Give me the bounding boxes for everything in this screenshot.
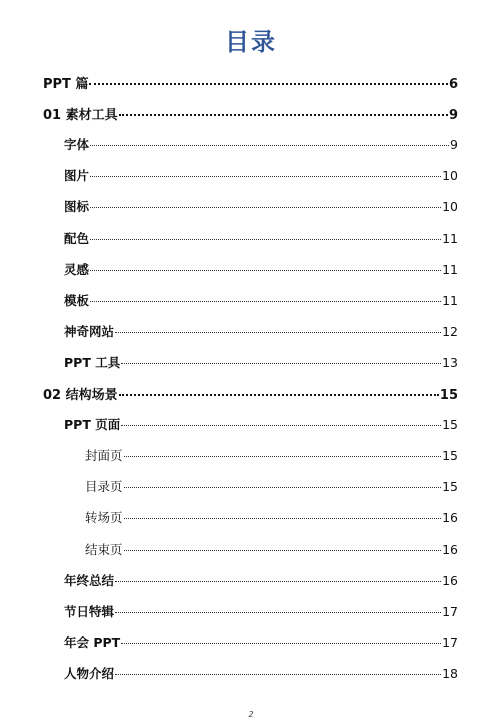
toc-entry-label: 模板 (64, 292, 90, 308)
toc-entry-page: 11 (442, 261, 458, 277)
toc-entry-label: 02 结构场景 (43, 388, 118, 403)
toc-dot-leader (90, 270, 441, 271)
toc-title: 目录 (225, 28, 277, 56)
toc-dot-leader (115, 612, 441, 613)
toc-entry-label: 年终总结 (64, 572, 115, 588)
toc-dot-leader (90, 145, 449, 146)
toc-dot-leader (121, 425, 441, 426)
toc-dot-leader (124, 550, 442, 551)
toc-entry[interactable] (64, 633, 458, 651)
toc-entry-page: 17 (442, 634, 458, 650)
toc-entry-page: 13 (442, 354, 458, 370)
toc-dot-leader (119, 394, 439, 396)
toc-dot-leader (89, 83, 448, 85)
toc-entry-page: 16 (442, 510, 458, 526)
toc-entry[interactable] (64, 602, 458, 620)
toc-dot-leader (124, 518, 442, 519)
toc-entry-label: 目录页 (85, 479, 123, 495)
toc-entry[interactable] (43, 104, 458, 123)
toc-entry-page: 15 (442, 448, 458, 464)
toc-entry-page: 15 (442, 479, 458, 495)
toc-entry-label: PPT 篇 (43, 77, 89, 92)
toc-entry[interactable] (64, 664, 458, 682)
toc-entry[interactable] (64, 571, 458, 589)
toc-entry-page: 6 (448, 77, 458, 92)
toc-entry-label: 图片 (64, 168, 90, 184)
toc-entry-page: 10 (442, 168, 458, 184)
toc-entry-label: 结束页 (85, 541, 123, 557)
toc-entry-page: 15 (442, 417, 458, 433)
toc-dot-leader (124, 487, 442, 488)
toc-entry[interactable] (85, 446, 458, 464)
toc-entry-page: 16 (442, 572, 458, 588)
toc-entry-page: 18 (442, 665, 458, 681)
toc-dot-leader (115, 581, 441, 582)
toc-entry[interactable] (43, 384, 458, 403)
toc-entry-label: 神奇网站 (64, 323, 115, 339)
toc-entry-label: 01 素材工具 (43, 108, 118, 124)
toc-dot-leader (121, 363, 441, 364)
toc-entry-page: 10 (442, 199, 458, 215)
toc-entry-label: 人物介绍 (64, 665, 115, 681)
toc-dot-leader (90, 301, 441, 302)
toc-entry-label: PPT 页面 (64, 417, 121, 433)
toc-entry-page: 16 (442, 541, 458, 557)
toc-dot-leader (90, 239, 441, 240)
toc-entry-page: 11 (442, 230, 458, 246)
toc-entry-label: PPT 工具 (64, 354, 121, 370)
toc-entry[interactable] (64, 260, 458, 278)
toc-entry-label: 转场页 (85, 510, 123, 526)
toc-entry[interactable] (64, 166, 458, 184)
toc-entry[interactable] (64, 291, 458, 309)
toc-entry-label: 节日特辑 (64, 603, 115, 619)
toc-dot-leader (119, 114, 448, 116)
toc-entry[interactable] (43, 73, 458, 92)
toc-dot-leader (115, 332, 441, 333)
toc-entry[interactable] (64, 415, 458, 433)
toc-entry[interactable] (64, 197, 458, 215)
toc-dot-leader (121, 643, 441, 644)
toc-entry-label: 字体 (64, 137, 90, 153)
toc-dot-leader (115, 674, 441, 675)
toc-dot-leader (124, 456, 442, 457)
toc-entry[interactable] (85, 477, 458, 495)
toc-entry-label: 灵感 (64, 261, 90, 277)
toc-entry-page: 11 (442, 292, 458, 308)
toc-entry-page: 17 (442, 603, 458, 619)
toc-dot-leader (90, 176, 441, 177)
toc-entry[interactable] (64, 353, 458, 371)
toc-entry-page: 9 (448, 108, 458, 124)
toc-entry-page: 15 (439, 388, 458, 403)
toc-entry[interactable] (85, 508, 458, 526)
toc-entry[interactable] (64, 135, 458, 153)
toc-entry[interactable] (85, 540, 458, 558)
toc-entry-label: 图标 (64, 199, 90, 215)
toc-entry[interactable] (64, 229, 458, 247)
toc-dot-leader (90, 207, 441, 208)
toc-entry-label: 配色 (64, 230, 90, 246)
toc-entry-page: 12 (442, 323, 458, 339)
page-number: 2 (248, 710, 254, 719)
toc-entry-page: 9 (450, 137, 458, 153)
toc-entry-label: 年会 PPT (64, 634, 121, 650)
toc-entry-label: 封面页 (85, 448, 123, 464)
toc-entry[interactable] (64, 322, 458, 340)
